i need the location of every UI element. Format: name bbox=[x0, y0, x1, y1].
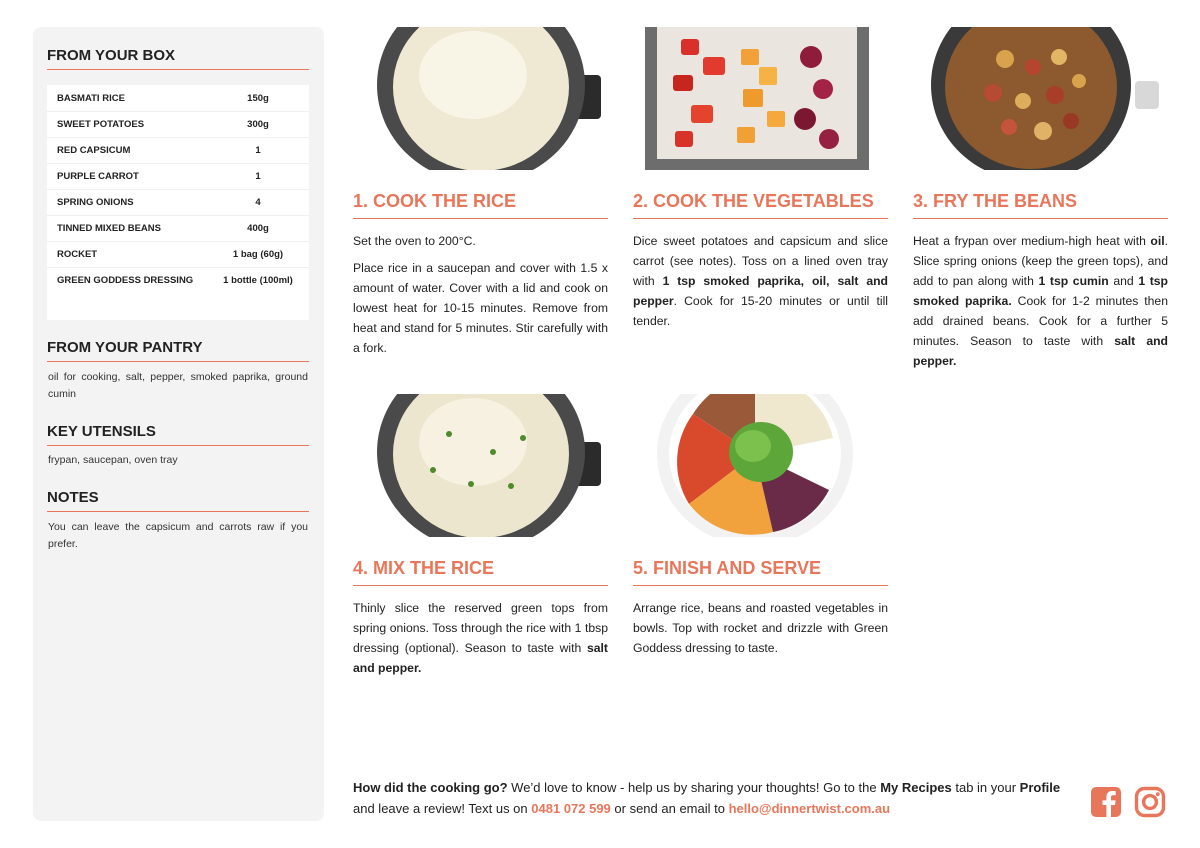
text-run: and leave a review! Text us on bbox=[353, 801, 532, 816]
step-paragraph bbox=[913, 231, 1168, 371]
ingredient-row bbox=[47, 215, 309, 241]
text-run: Place rice in a saucepan and cover with 1.5 x amount of water. Cover with a lid and cook on lowest heat for 10-15 minutes. Remove from heat and stand for 5 minutes. Stir carefully with a fork. bbox=[353, 261, 608, 355]
bold-text: Profile bbox=[1019, 780, 1061, 795]
step-body bbox=[913, 231, 1168, 378]
bold-text: salt and pepper. bbox=[913, 334, 1168, 368]
key-utensils-heading: KEY UTENSILS bbox=[47, 423, 309, 446]
step-body bbox=[633, 598, 888, 665]
step-title: 2. COOK THE VEGETABLES bbox=[633, 191, 888, 219]
utensils-text: frypan, saucepan, oven tray bbox=[48, 454, 178, 466]
ingredients-table bbox=[47, 85, 309, 320]
ingredient-name: TINNED MIXED BEANS bbox=[57, 223, 161, 234]
step-title: 5. FINISH AND SERVE bbox=[633, 558, 888, 586]
vegetable-tray-photo bbox=[633, 27, 888, 170]
step-paragraph bbox=[353, 598, 608, 678]
text-run: or send an email to bbox=[610, 801, 729, 816]
ingredient-row bbox=[47, 111, 309, 137]
ingredients-sidebar bbox=[33, 27, 324, 821]
ingredient-qty: 1 bag (60g) bbox=[232, 249, 284, 260]
text-run: . Cook for 15-20 minutes or until till tender. bbox=[633, 294, 888, 328]
notes-heading: NOTES bbox=[47, 489, 309, 512]
bold-text: My Recipes bbox=[880, 780, 952, 795]
contact-link[interactable]: hello@dinnertwist.com.au bbox=[728, 801, 891, 816]
finished-bowl-photo bbox=[633, 394, 888, 537]
ingredient-qty: 1 bbox=[255, 171, 261, 182]
text-run: Cook for 1-2 minutes then add drained beans. Cook for a further 5 minutes. Season to taste with bbox=[913, 294, 1168, 348]
ingredient-row bbox=[47, 267, 309, 293]
step-1 bbox=[353, 27, 608, 367]
step-paragraph bbox=[353, 258, 608, 358]
text-run: We’d love to know - help us by sharing your thoughts! Go to the bbox=[507, 780, 881, 795]
instagram-icon[interactable] bbox=[1134, 786, 1166, 818]
ingredient-name: RED CAPSICUM bbox=[57, 145, 131, 156]
bold-text: 1 tsp smoked paprika, oil, salt and pepper bbox=[633, 274, 888, 308]
ingredient-row bbox=[47, 137, 309, 163]
ingredient-row bbox=[47, 163, 309, 189]
step-paragraph bbox=[353, 231, 608, 251]
step-5 bbox=[633, 394, 888, 694]
ingredient-row bbox=[47, 241, 309, 267]
feedback-message bbox=[353, 777, 1073, 819]
step-3 bbox=[913, 27, 1168, 367]
contact-link[interactable]: 0481 072 599 bbox=[531, 801, 611, 816]
bold-text: 1 tsp smoked paprika. bbox=[913, 274, 1169, 308]
text-run: and bbox=[1108, 274, 1139, 288]
ingredient-name: PURPLE CARROT bbox=[57, 171, 139, 182]
notes-text: You can leave the capsicum and carrots raw if you prefer. bbox=[48, 521, 308, 550]
bold-text: oil bbox=[1150, 234, 1165, 248]
step-paragraph bbox=[633, 231, 888, 331]
ingredient-qty: 150g bbox=[247, 92, 269, 104]
herbed-rice-pot-photo bbox=[353, 394, 608, 537]
ingredient-qty: 1 bbox=[255, 145, 261, 156]
ingredient-name: SWEET POTATOES bbox=[57, 119, 145, 130]
beans-pan-photo bbox=[913, 27, 1168, 170]
step-paragraph bbox=[633, 598, 888, 658]
rice-pot-photo bbox=[353, 27, 608, 170]
ingredient-name: BASMATI RICE bbox=[57, 92, 125, 104]
text-run: Dice sweet potatoes and capsicum and slice carrot (see notes). Toss on a lined oven tray with bbox=[633, 234, 888, 288]
ingredient-qty: 4 bbox=[255, 197, 261, 208]
text-run: Thinly slice the reserved green tops from spring onions. Toss through the rice with 1 tbsp dressing (optional). Season to taste with bbox=[353, 601, 608, 655]
ingredient-row bbox=[47, 85, 309, 111]
text-run: Set the oven to 200°C. bbox=[353, 234, 476, 248]
step-title: 4. MIX THE RICE bbox=[353, 558, 608, 586]
step-4 bbox=[353, 394, 608, 694]
ingredient-qty: 1 bottle (100ml) bbox=[223, 275, 293, 286]
text-run: tab in your bbox=[951, 780, 1020, 795]
step-body bbox=[353, 231, 608, 365]
bold-text: salt and pepper. bbox=[353, 641, 608, 675]
step-body bbox=[633, 231, 888, 338]
ingredient-name: SPRING ONIONS bbox=[57, 197, 134, 208]
ingredient-name: GREEN GODDESS DRESSING bbox=[57, 275, 194, 286]
pantry-text: oil for cooking, salt, pepper, smoked paprika, ground cumin bbox=[48, 371, 308, 400]
step-body bbox=[353, 598, 608, 685]
step-title: 1. COOK THE RICE bbox=[353, 191, 608, 219]
ingredient-name: ROCKET bbox=[57, 249, 98, 260]
from-your-pantry-heading: FROM YOUR PANTRY bbox=[47, 339, 309, 362]
text-run: . Slice spring onions (keep the green tops), and add to pan along with bbox=[913, 234, 1168, 288]
bold-text: 1 tsp cumin bbox=[1038, 274, 1109, 288]
bold-text: How did the cooking go? bbox=[353, 780, 508, 795]
from-your-box-heading: FROM YOUR BOX bbox=[47, 47, 309, 70]
step-title: 3. FRY THE BEANS bbox=[913, 191, 1168, 219]
ingredient-qty: 400g bbox=[247, 223, 269, 234]
text-run: Arrange rice, beans and roasted vegetables in bowls. Top with rocket and drizzle with Green Goddess dressing to taste. bbox=[633, 601, 888, 655]
step-2 bbox=[633, 27, 888, 367]
ingredient-qty: 300g bbox=[247, 119, 269, 130]
text-run: Heat a frypan over medium-high heat with bbox=[913, 234, 1151, 248]
ingredient-row bbox=[47, 189, 309, 215]
facebook-icon[interactable] bbox=[1090, 786, 1122, 818]
